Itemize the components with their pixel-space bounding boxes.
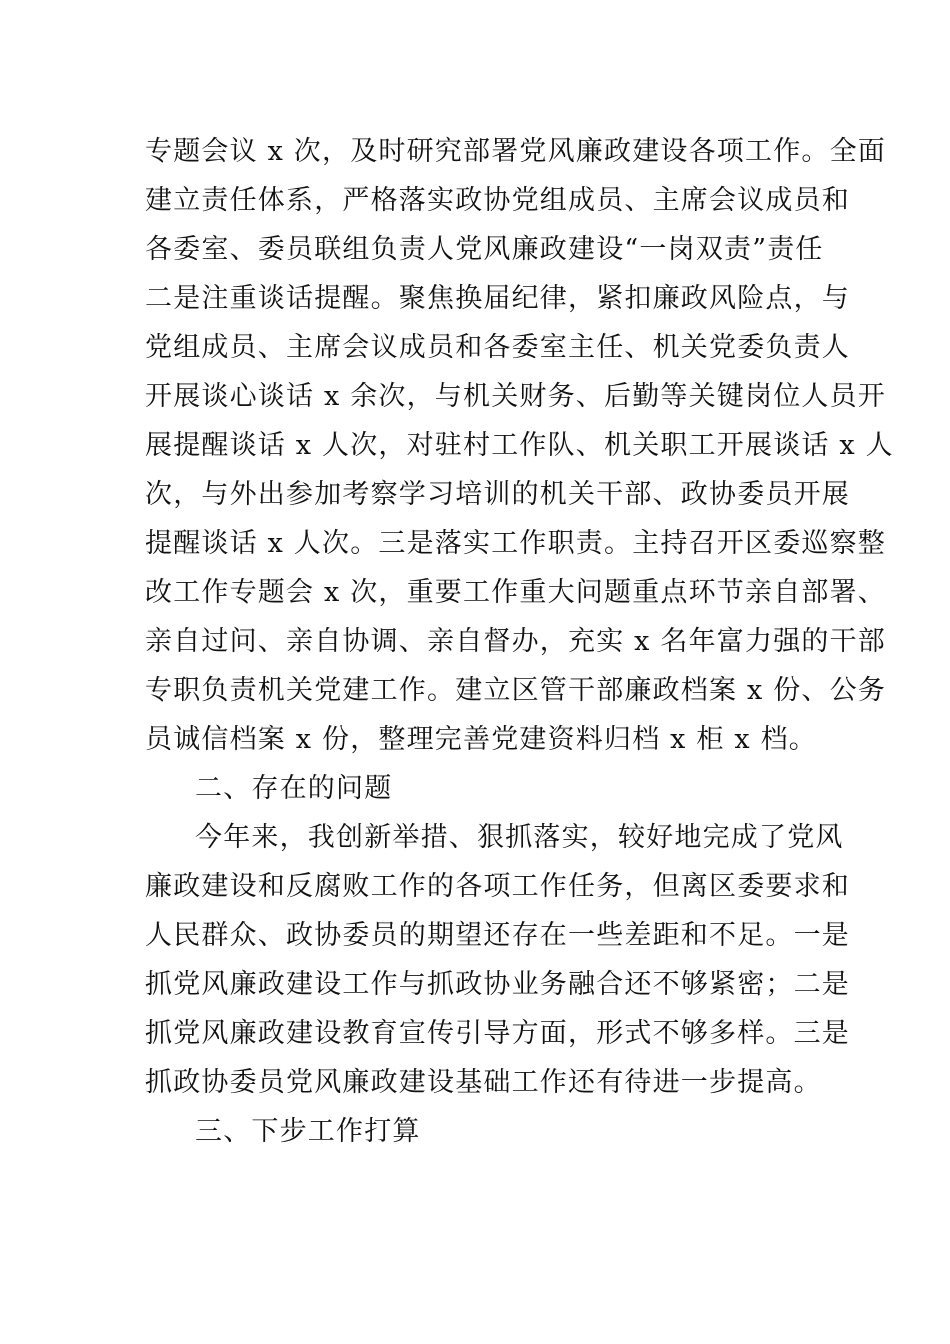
body-text-line: 亲自过问、亲自协调、亲自督办，充实 x 名年富力强的干部 <box>145 626 886 657</box>
body-text-line: 抓党风廉政建设工作与抓政协业务融合还不够紧密；二是 <box>145 969 850 1000</box>
body-text-line: 员诚信档案 x 份，整理完善党建资料归档 x 柜 x 档。 <box>145 724 817 755</box>
section-heading-problems: 二、存在的问题 <box>195 773 393 804</box>
body-text-line: 建立责任体系，严格落实政协党组成员、主席会议成员和 <box>145 185 850 216</box>
body-text-line: 今年来，我创新举措、狠抓落实，较好地完成了党风 <box>195 822 844 853</box>
body-text-line: 开展谈心谈话 x 余次，与机关财务、后勤等关键岗位人员开 <box>145 381 886 412</box>
body-text-line: 专题会议 x 次，及时研究部署党风廉政建设各项工作。全面 <box>145 136 886 167</box>
body-text-line: 人民群众、政协委员的期望还存在一些差距和不足。一是 <box>145 920 850 951</box>
body-text-line: 党组成员、主席会议成员和各委室主任、机关党委负责人 <box>145 332 850 363</box>
body-text-line: 改工作专题会 x 次，重要工作重大问题重点环节亲自部署、 <box>145 577 886 608</box>
section-heading-next-steps: 三、下步工作打算 <box>195 1116 421 1147</box>
body-text-line: 次，与外出参加考察学习培训的机关干部、政协委员开展 <box>145 479 850 510</box>
body-text-line: 廉政建设和反腐败工作的各项工作任务，但离区委要求和 <box>145 871 850 902</box>
body-text-line: 各委室、委员联组负责人党风廉政建设“一岗双责”责任 <box>145 234 824 265</box>
body-text-line: 抓政协委员党风廉政建设基础工作还有待进一步提高。 <box>145 1067 822 1098</box>
body-text-line: 专职负责机关党建工作。建立区管干部廉政档案 x 份、公务 <box>145 675 886 706</box>
body-text-line: 二是注重谈话提醒。聚焦换届纪律，紧扣廉政风险点，与 <box>145 283 850 314</box>
body-text-line: 抓党风廉政建设教育宣传引导方面，形式不够多样。三是 <box>145 1018 850 1049</box>
body-text-line: 展提醒谈话 x 人次，对驻村工作队、机关职工开展谈话 x 人 <box>145 430 894 461</box>
body-text-line: 提醒谈话 x 人次。三是落实工作职责。主持召开区委巡察整 <box>145 528 886 559</box>
